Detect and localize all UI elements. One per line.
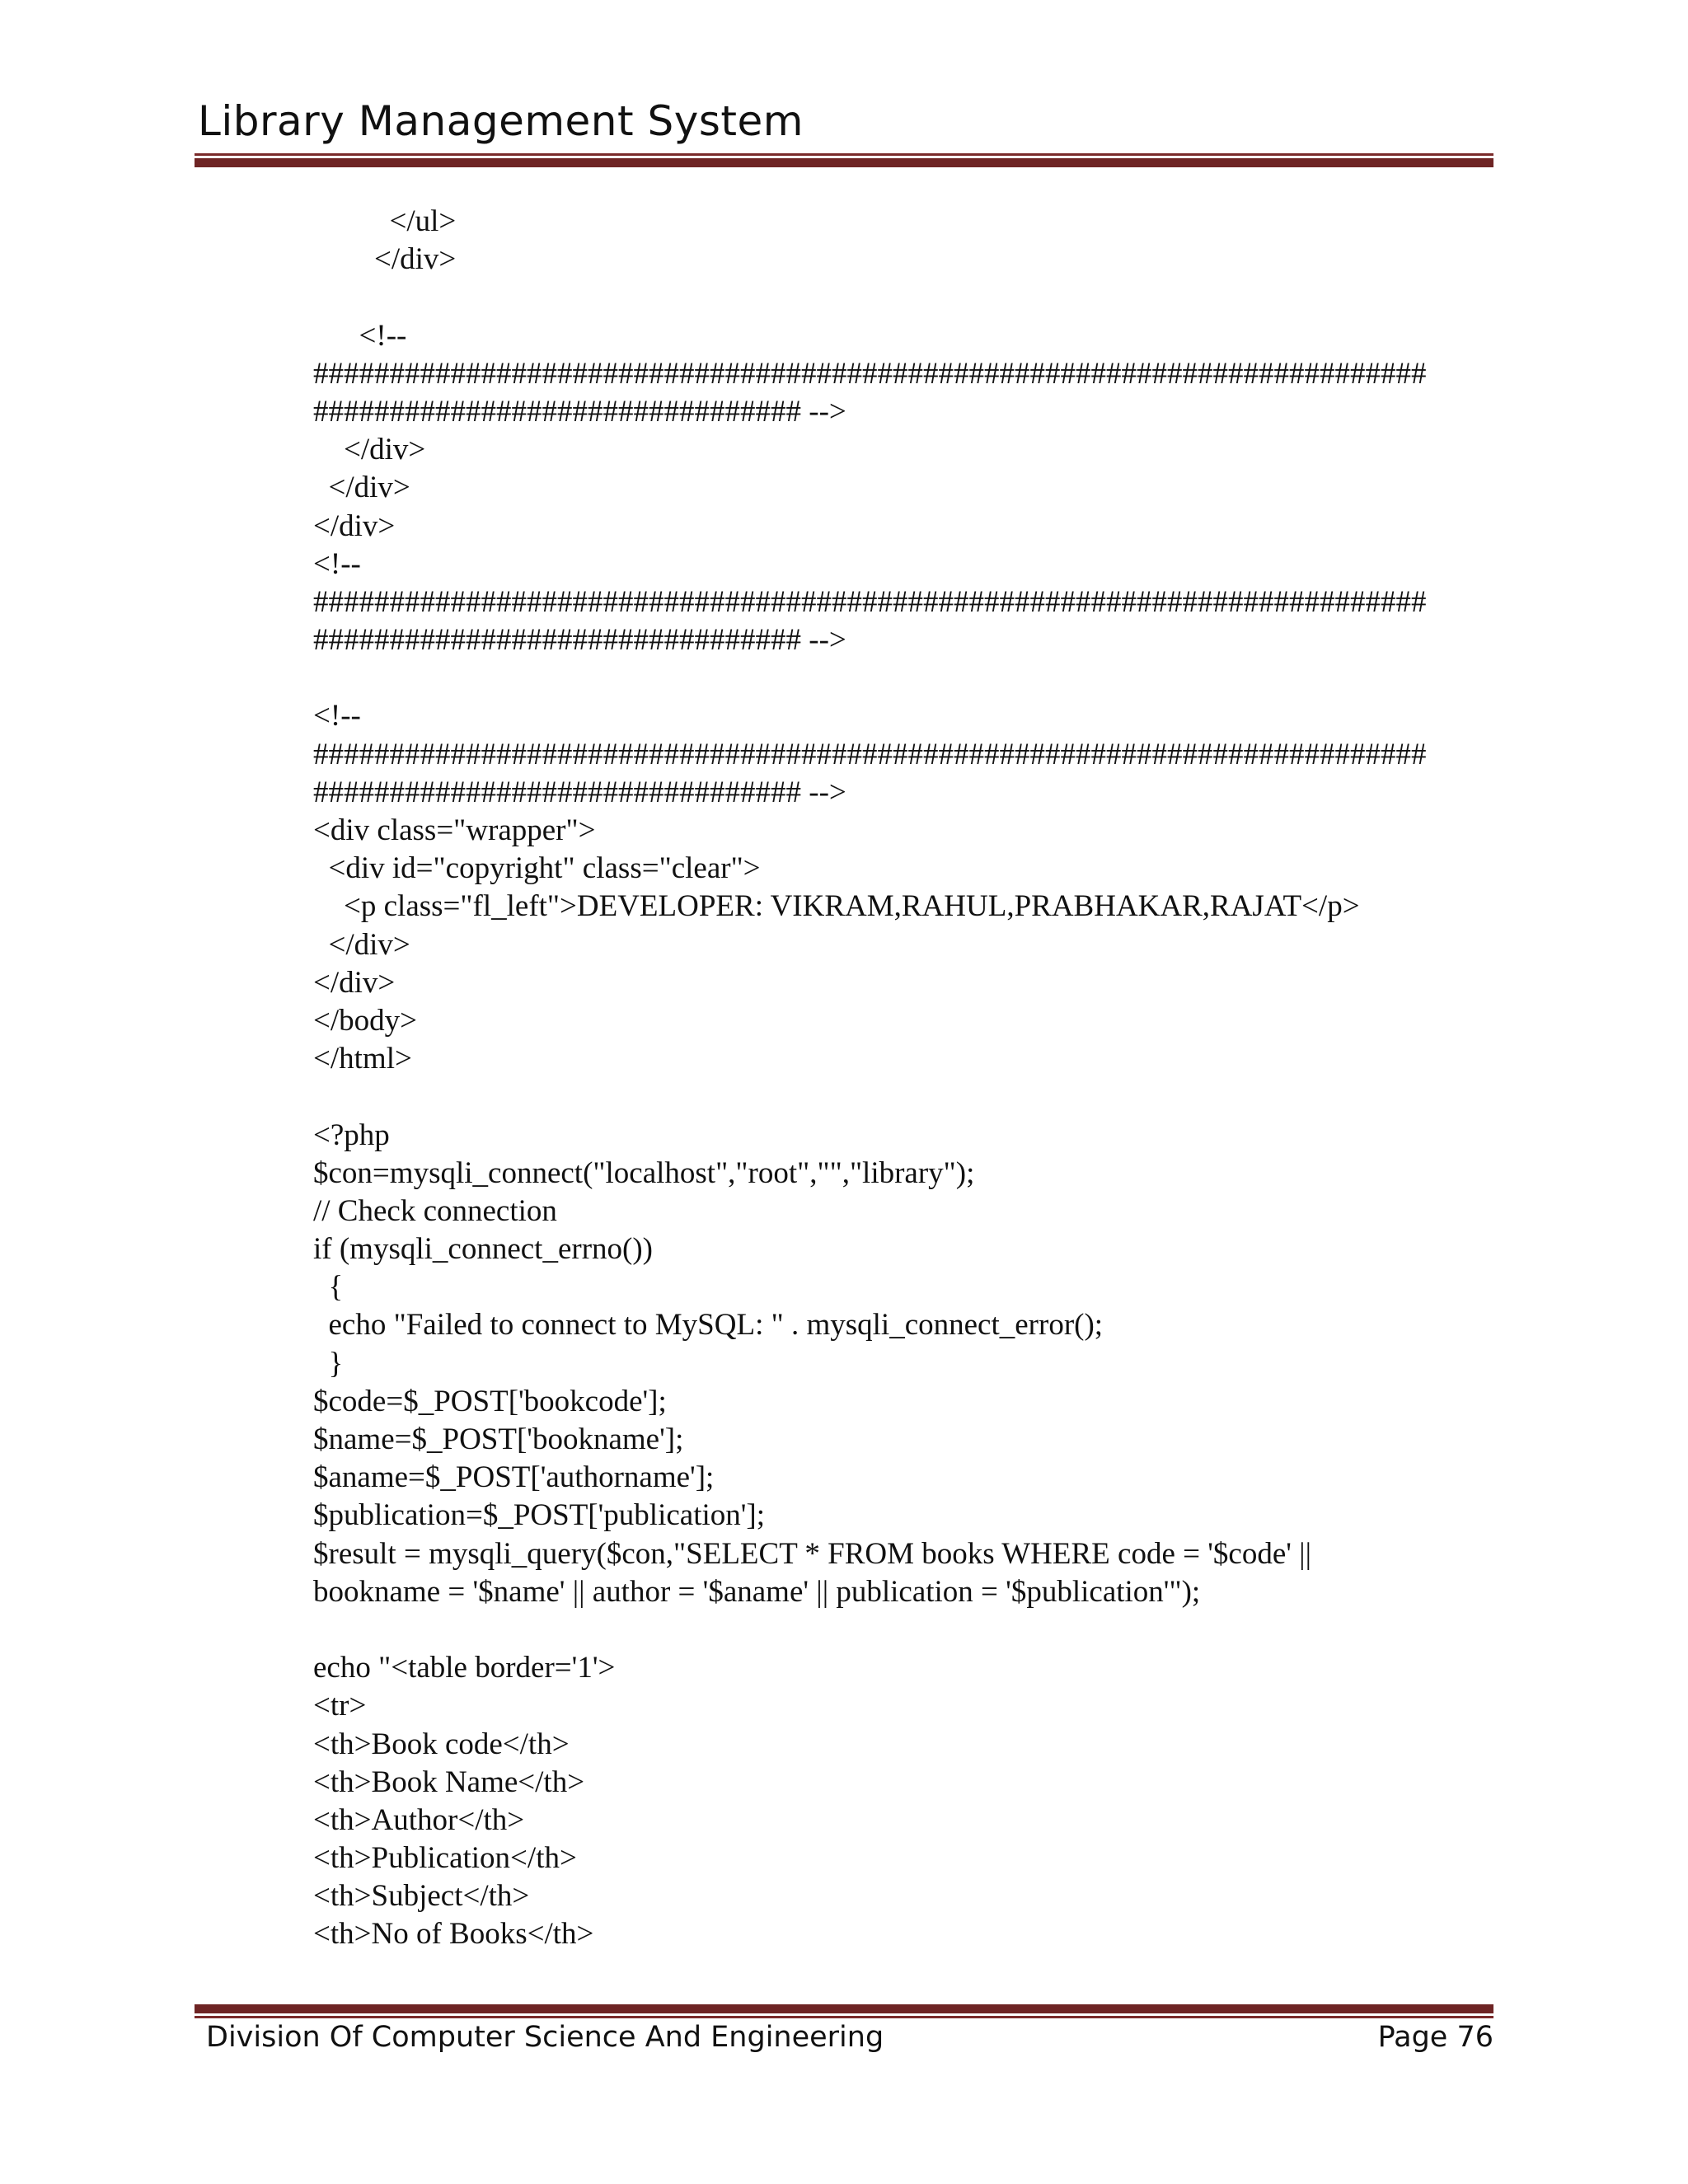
code-line: #########################################################################	[313, 737, 1427, 771]
code-line: </div>	[313, 471, 410, 505]
code-line: $con=mysqli_connect("localhost","root","","library");	[313, 1155, 975, 1190]
code-line: <th>Book Name</th>	[313, 1765, 585, 1799]
code-line: <p class="fl_left">DEVELOPER: VIKRAM,RAHUL,PRABHAKAR,RAJAT</p>	[313, 889, 1360, 924]
code-line: $aname=$_POST['authorname'];	[313, 1460, 715, 1495]
code-line	[313, 659, 1500, 697]
code-line: <th>Publication</th>	[313, 1841, 577, 1876]
code-line	[313, 1611, 1500, 1649]
code-line: <!--	[313, 699, 361, 733]
code-line	[313, 279, 1500, 316]
code-line: if (mysqli_connect_errno())	[313, 1232, 653, 1267]
code-line: <?php	[313, 1118, 390, 1152]
code-line: #########################################################################	[313, 584, 1427, 619]
code-line: <div class="wrapper">	[313, 813, 596, 847]
header-rule-thin	[195, 153, 1493, 156]
code-line: #########################################################################	[313, 356, 1427, 391]
code-line: }	[313, 1346, 344, 1380]
header-rule-thick	[195, 158, 1493, 167]
code-line: ################################ -->	[313, 623, 846, 658]
code-line: </ul>	[313, 204, 457, 238]
code-line: <th>Subject</th>	[313, 1879, 530, 1914]
page-header-title: Library Management System	[198, 97, 804, 145]
footer-division: Division Of Computer Science And Engineering	[206, 2021, 884, 2054]
footer-rule-thin	[195, 2016, 1493, 2018]
code-line: $code=$_POST['bookcode'];	[313, 1384, 667, 1418]
footer-rule-thick	[195, 2004, 1493, 2013]
code-line: </div>	[313, 433, 426, 467]
code-line	[313, 1078, 1500, 1116]
code-line: </div>	[313, 242, 457, 277]
code-line: $publication=$_POST['publication'];	[313, 1498, 766, 1533]
code-line: echo "Failed to connect to MySQL: " . mysqli_connect_error();	[313, 1308, 1104, 1343]
code-line: <div id="copyright" class="clear">	[313, 851, 761, 886]
code-line: </body>	[313, 1003, 418, 1038]
code-line: <tr>	[313, 1689, 367, 1723]
code-line: </div>	[313, 965, 396, 1000]
code-line: <th>Author</th>	[313, 1802, 525, 1837]
code-line: </div>	[313, 927, 410, 962]
footer-page-number: Page 76	[1377, 2021, 1493, 2054]
code-line: <!--	[313, 546, 361, 581]
code-line: $name=$_POST['bookname'];	[313, 1422, 684, 1456]
code-line: <th>Book code</th>	[313, 1727, 570, 1761]
code-line: // Check connection	[313, 1193, 557, 1228]
code-line: </div>	[313, 509, 396, 543]
code-line: <!--	[313, 318, 407, 353]
code-line: {	[313, 1270, 344, 1305]
code-line: bookname = '$name' || author = '$aname' || publication = '$publication'");	[313, 1574, 1201, 1609]
code-line: ################################ -->	[313, 394, 846, 429]
code-line: ################################ -->	[313, 775, 846, 809]
code-listing	[313, 203, 1500, 1954]
code-line: $result = mysqli_query($con,"SELECT * FROM books WHERE code = '$code' ||	[313, 1536, 1311, 1571]
code-line: echo "<table border='1'>	[313, 1651, 616, 1685]
code-line: <th>No of Books</th>	[313, 1917, 594, 1952]
code-line: </html>	[313, 1042, 412, 1076]
